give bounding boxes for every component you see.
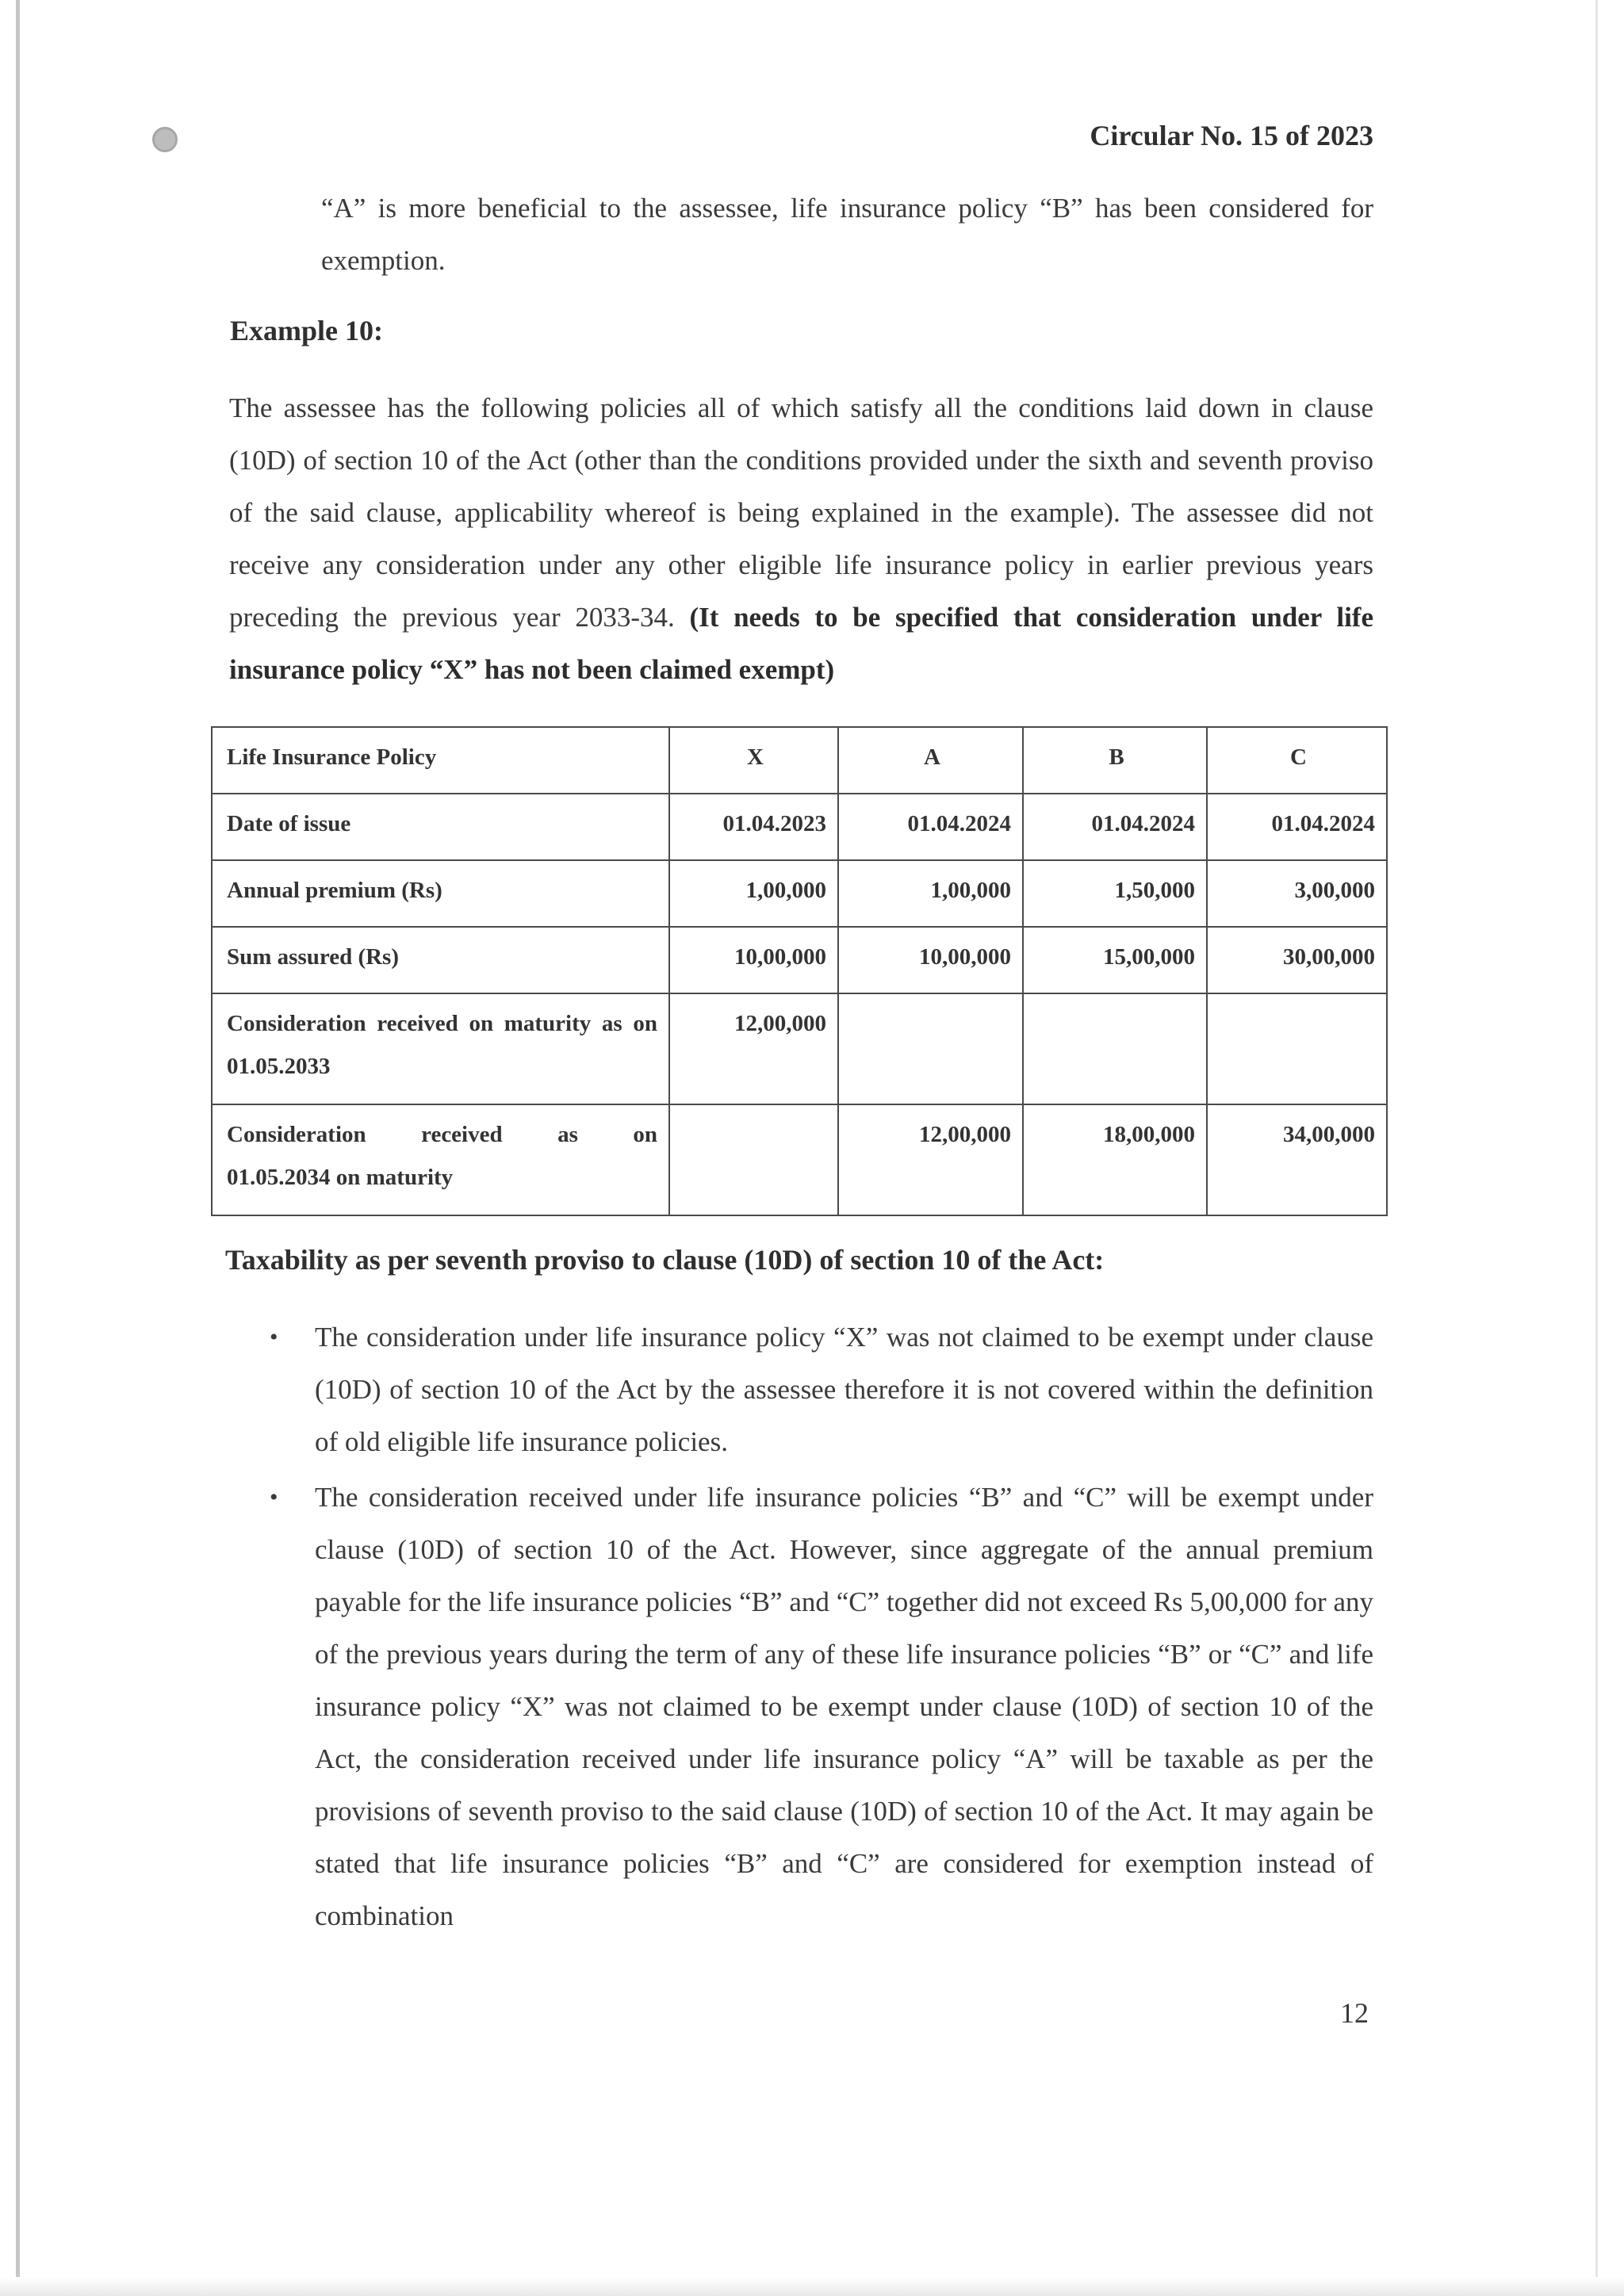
circular-number: Circular No. 15 of 2023 xyxy=(1090,120,1373,151)
table-header-cell: B xyxy=(1023,727,1207,794)
table-header-cell: Life Insurance Policy xyxy=(212,727,669,794)
table-cell: 12,00,000 xyxy=(838,1104,1023,1215)
table-cell xyxy=(838,993,1023,1104)
punch-hole-mark xyxy=(152,127,178,152)
table-cell: 30,00,000 xyxy=(1207,927,1387,993)
bullet-icon: • xyxy=(270,1484,278,1510)
bullet-text: The consideration under life insurance policy “X” was not claimed to be exempt under clause (10D) of section 10 of the Act by the assessee therefore it is not covered within the definition of old eligible life insurance policies. xyxy=(315,1322,1373,1457)
table-row xyxy=(212,860,1387,927)
scan-left-edge xyxy=(16,0,20,2296)
row-label-word: as xyxy=(557,1122,578,1147)
table-header-cell: C xyxy=(1207,727,1387,794)
table-cell: 3,00,000 xyxy=(1207,860,1387,927)
policy-table xyxy=(211,726,1388,1216)
table-cell: 1,00,000 xyxy=(838,860,1023,927)
taxability-bullet-list xyxy=(270,1311,1373,1946)
page-number: 12 xyxy=(1340,1997,1369,2029)
table-row xyxy=(212,1104,1387,1215)
row-label-word: received xyxy=(421,1122,503,1147)
table-cell: 15,00,000 xyxy=(1023,927,1207,993)
table-cell: 12,00,000 xyxy=(669,993,838,1104)
row-label: Annual premium (Rs) xyxy=(212,860,669,927)
bullet-text: The consideration received under life insurance policies “B” and “C” will be exempt under clause (10D) of section 10 of the Act. However, since aggregate of the annual premium payable for the life insurance policies “B” and “C” together did not exceed Rs 5,00,000 for any of the previous years during the term of any of these life insurance policies “B” or “C” and life insurance policy “X” was not claimed to be exempt under clause (10D) of section 10 of the Act, the consideration received under life insurance policy “A” will be taxable as per the provisions of seventh proviso to the said clause (10D) of section 10 of the Act. It may again be stated that life insurance policies “B” and “C” are considered for exemption instead of combination xyxy=(315,1482,1373,1931)
example-heading: Example 10: xyxy=(230,315,383,346)
table-cell: 10,00,000 xyxy=(838,927,1023,993)
row-label-line-2: 01.05.2034 on maturity xyxy=(227,1165,454,1190)
list-item xyxy=(270,1311,1373,1468)
row-label-line-1 xyxy=(227,1113,657,1156)
example-paragraph-text: The assessee has the following policies all of which satisfy all the conditions laid down in clause (10D) of section 10 of the Act (other than the conditions provided under the sixth and seventh proviso of the said clause, applicability whereof is being explained in the example). The assessee did not receive any consideration under any other eligible life insurance policy in earlier previous years preceding the previous year 2033-34. xyxy=(229,392,1373,633)
row-label: Date of issue xyxy=(212,794,669,860)
list-item xyxy=(270,1471,1373,1942)
table-cell: 01.04.2023 xyxy=(669,794,838,860)
table-header-cell: X xyxy=(669,727,838,794)
example-paragraph-bold: (It needs to be specified that consideration under life insurance policy “X” has not been claimed exempt) xyxy=(229,602,1373,685)
bullet-icon: • xyxy=(270,1324,278,1350)
table-cell xyxy=(1023,993,1207,1104)
table-row xyxy=(212,794,1387,860)
table-cell: 01.04.2024 xyxy=(838,794,1023,860)
table-cell xyxy=(1207,993,1387,1104)
table-cell: 1,50,000 xyxy=(1023,860,1207,927)
example-paragraph xyxy=(229,382,1373,696)
row-label: Sum assured (Rs) xyxy=(212,927,669,993)
table-cell: 01.04.2024 xyxy=(1207,794,1387,860)
continuation-paragraph: “A” is more beneficial to the assessee, life insurance policy “B” has been considered for exemption. xyxy=(321,193,1373,276)
table-cell: 18,00,000 xyxy=(1023,1104,1207,1215)
table-row xyxy=(212,993,1387,1104)
scan-bottom-edge xyxy=(0,2277,1624,2296)
taxability-heading: Taxability as per seventh proviso to clause (10D) of section 10 of the Act: xyxy=(225,1244,1105,1276)
table-cell: 01.04.2024 xyxy=(1023,794,1207,860)
row-label-word: Consideration xyxy=(227,1122,366,1147)
table-header-row xyxy=(212,727,1387,794)
table-cell: 1,00,000 xyxy=(669,860,838,927)
row-label: Consideration received on maturity as on 01.05.2033 xyxy=(212,993,669,1104)
table-cell: 10,00,000 xyxy=(669,927,838,993)
table-row xyxy=(212,927,1387,993)
row-label-word: on xyxy=(633,1122,657,1147)
table-header-cell: A xyxy=(838,727,1023,794)
row-label xyxy=(212,1104,669,1215)
table-cell xyxy=(669,1104,838,1215)
scan-right-edge xyxy=(1595,0,1598,2296)
table-cell: 34,00,000 xyxy=(1207,1104,1387,1215)
